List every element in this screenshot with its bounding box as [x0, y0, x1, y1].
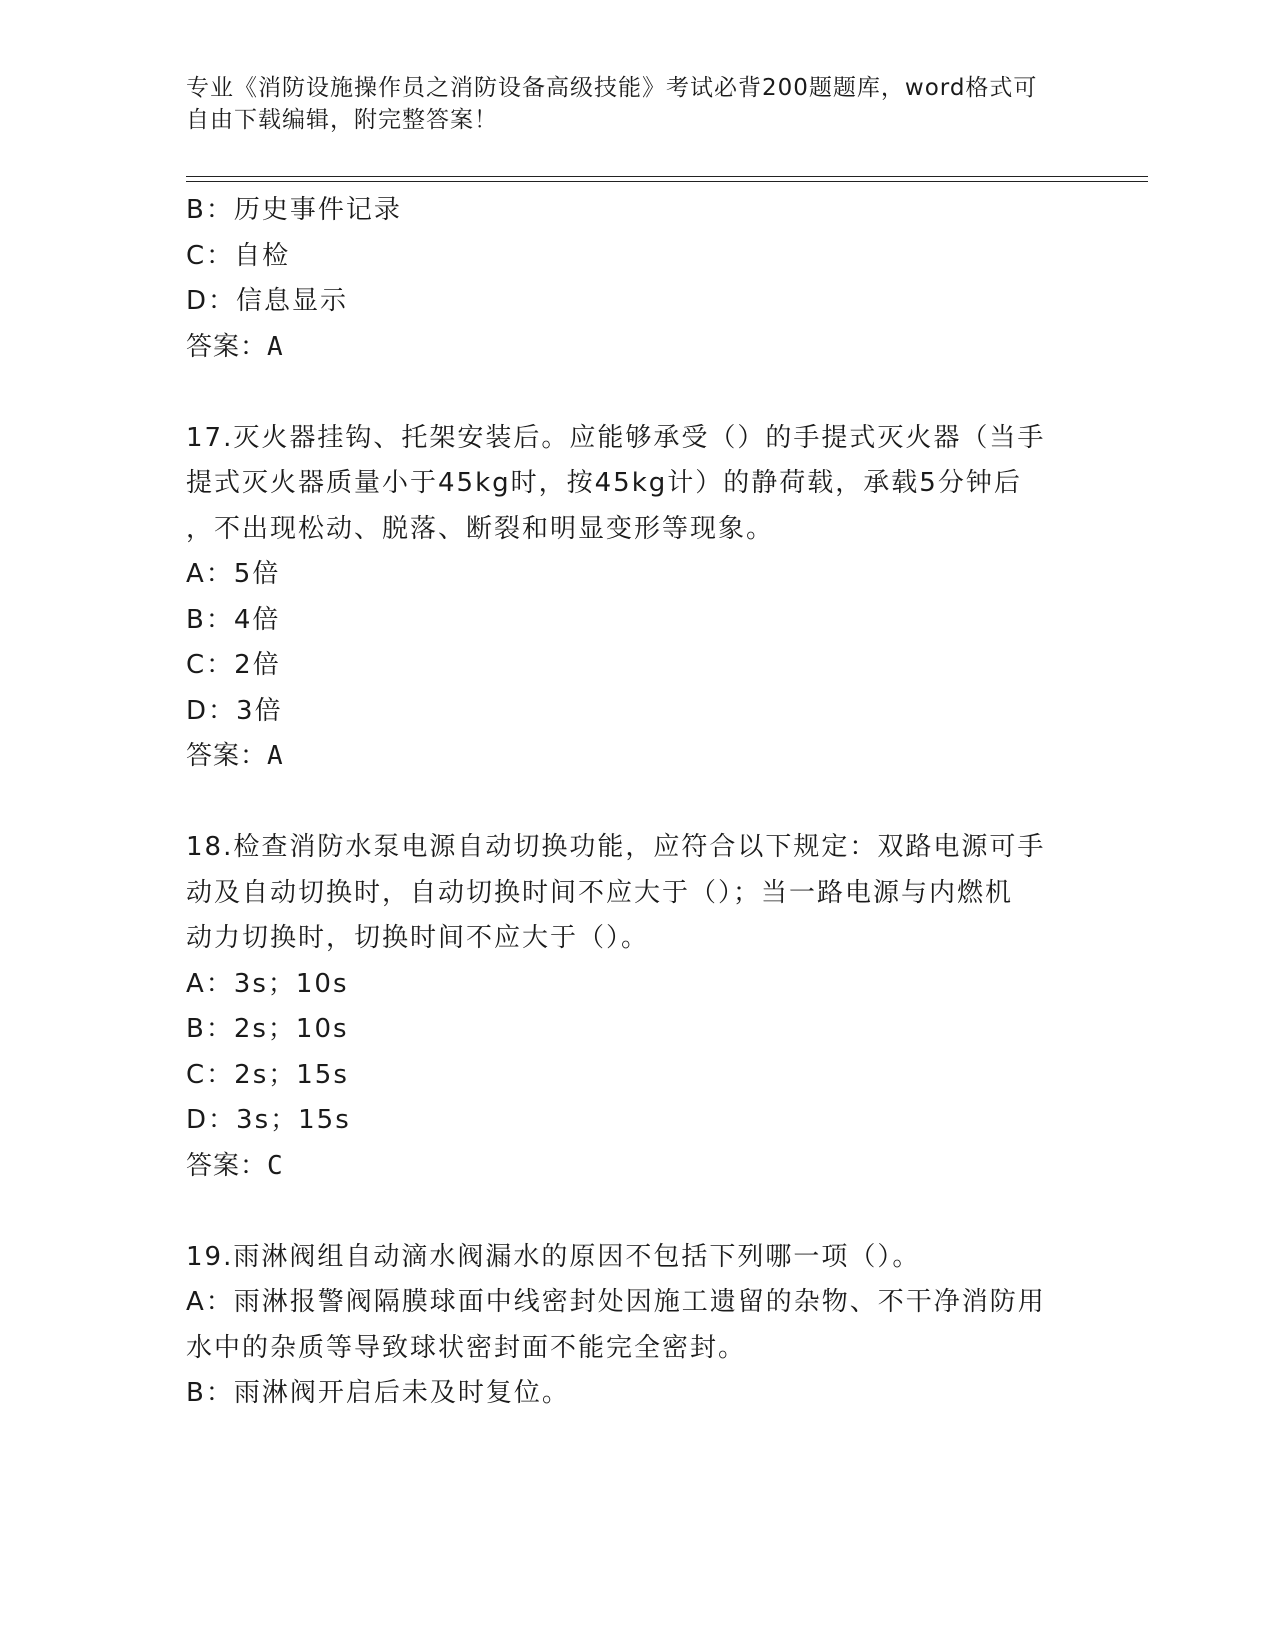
- option-line: A：3s；10s: [186, 968, 349, 999]
- document-header: [186, 72, 1066, 136]
- option-line: A：5倍: [186, 559, 281, 589]
- question-stem-line: 18.检查消防水泵电源自动切换功能，应符合以下规定：双路电源可手: [186, 832, 1046, 862]
- header-line-2: 自由下载编辑，附完整答案！: [186, 107, 498, 133]
- question-stem-line: 提式灭火器质量小于45kg时，按45kg计）的静荷载，承载5分钟后: [186, 468, 1022, 498]
- option-line: 水中的杂质等导致球状密封面不能完全密封。: [186, 1332, 747, 1363]
- option-line: D：3倍: [186, 695, 283, 726]
- answer-line: 答案：A: [186, 331, 284, 362]
- option-line: D：信息显示: [186, 286, 349, 316]
- answer-line: 答案：A: [186, 741, 284, 771]
- option-line: C：自检: [186, 240, 291, 271]
- question-stem-line: 动及自动切换时，自动切换时间不应大于（）；当一路电源与内燃机: [186, 877, 1014, 908]
- option-line: B：4倍: [186, 604, 281, 635]
- question-stem-line: 动力切换时，切换时间不应大于（）。: [186, 923, 650, 953]
- option-line: D：3s；15s: [186, 1105, 351, 1135]
- option-line: C：2倍: [186, 650, 281, 680]
- spacer: [186, 370, 1086, 416]
- spacer: [186, 780, 1086, 826]
- header-divider-top: [186, 176, 1148, 177]
- header-divider-bottom: [186, 181, 1148, 182]
- document-content: [186, 188, 1086, 1417]
- spacer: [186, 1189, 1086, 1235]
- answer-line: 答案：C: [186, 1150, 284, 1181]
- option-line: B：雨淋阀开启后未及时复位。: [186, 1378, 570, 1408]
- option-line: C：2s；15s: [186, 1059, 349, 1090]
- option-line: B：历史事件记录: [186, 195, 402, 225]
- question-stem-line: 19.雨淋阀组自动滴水阀漏水的原因不包括下列哪一项（）。: [186, 1241, 921, 1272]
- question-stem-line: ，不出现松动、脱落、断裂和明显变形等现象。: [186, 513, 775, 544]
- option-line: A：雨淋报警阀隔膜球面中线密封处因施工遗留的杂物、不干净消防用: [186, 1287, 1046, 1317]
- header-line-1: 专业《消防设施操作员之消防设备高级技能》考试必背200题题库，word格式可: [186, 75, 1038, 101]
- option-line: B：2s；10s: [186, 1014, 349, 1044]
- question-stem-line: 17.灭火器挂钩、托架安装后。应能够承受（）的手提式灭火器（当手: [186, 422, 1046, 453]
